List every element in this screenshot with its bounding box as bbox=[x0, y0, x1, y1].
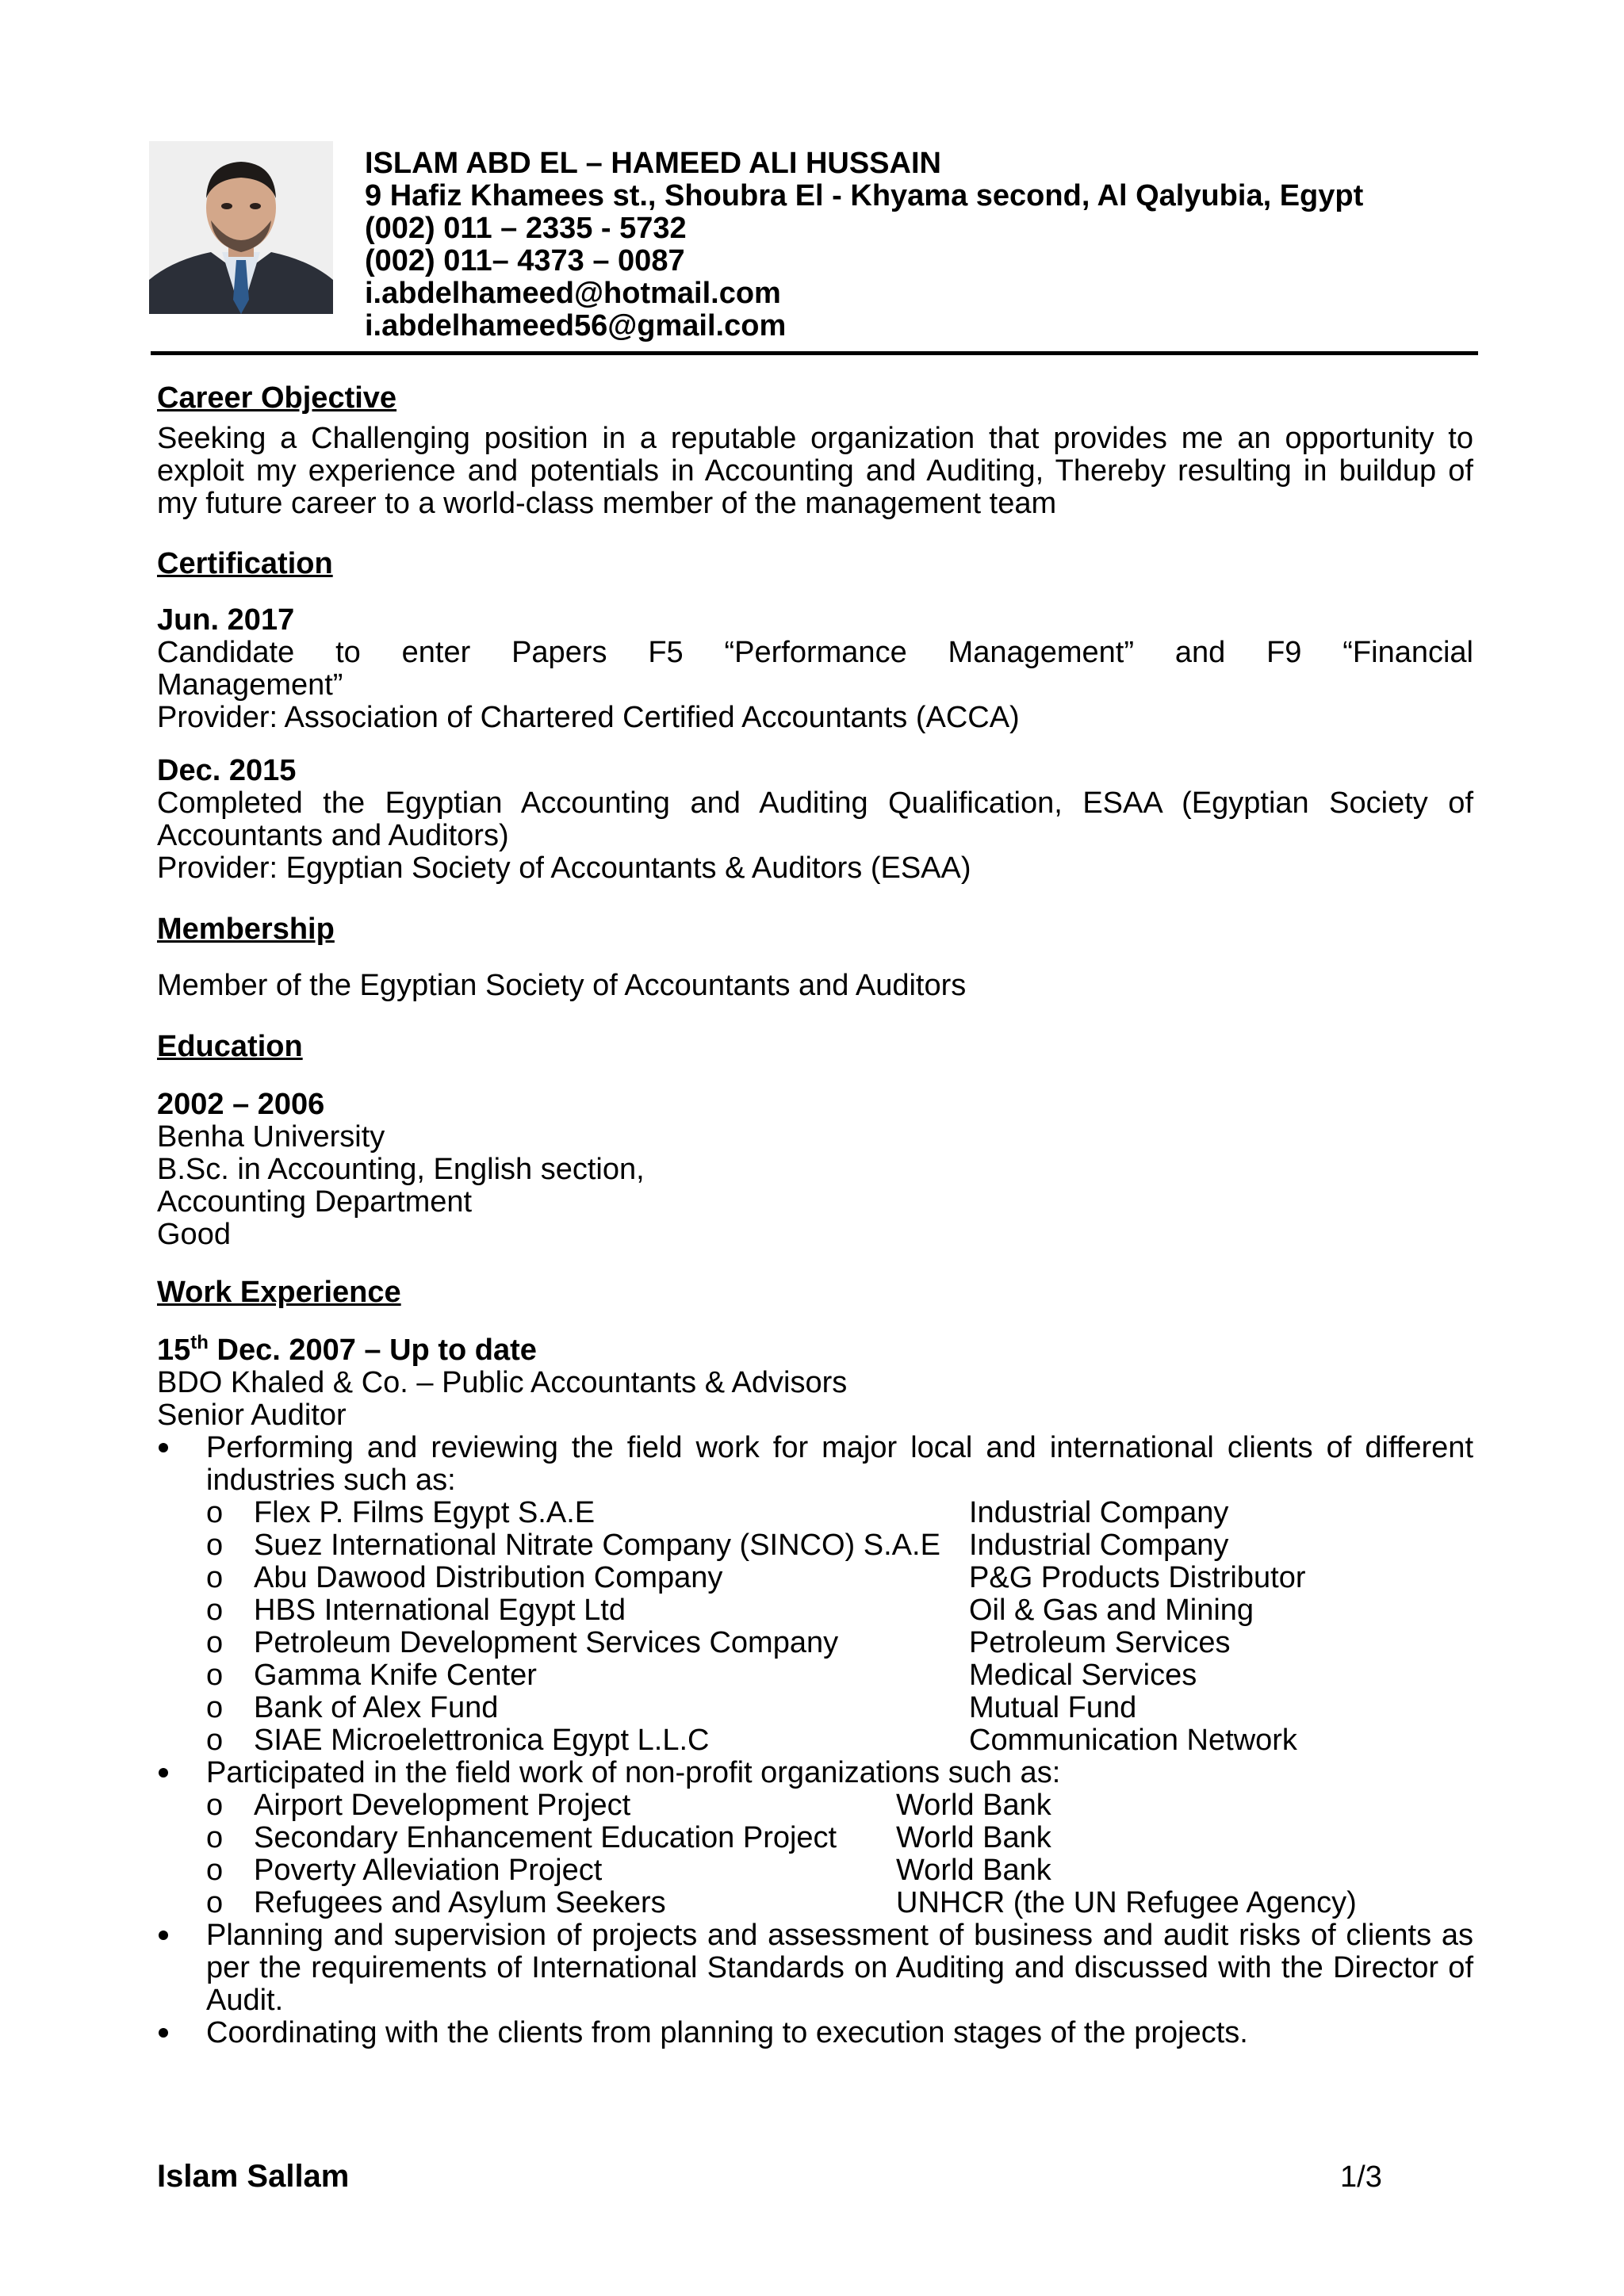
phone-2: (002) 011– 4373 – 0087 bbox=[365, 244, 685, 277]
sub-bullet-icon: o bbox=[206, 1594, 224, 1627]
work-bullets bbox=[157, 1757, 1473, 1789]
work-company: BDO Khaled & Co. – Public Accountants & Advisors bbox=[157, 1366, 848, 1399]
certification-description: Management” bbox=[157, 668, 343, 702]
client-name: SIAE Microelettronica Egypt L.L.C bbox=[254, 1724, 710, 1757]
client-industry: Medical Services bbox=[969, 1659, 1197, 1692]
education-degree: B.Sc. in Accounting, English section, bbox=[157, 1153, 645, 1186]
client-name: HBS International Egypt Ltd bbox=[254, 1594, 626, 1627]
sub-bullet-icon: o bbox=[206, 1789, 224, 1822]
sub-bullet-icon: o bbox=[206, 1724, 224, 1757]
list-item bbox=[157, 1432, 1473, 1497]
bullet-icon bbox=[159, 1931, 168, 1940]
project-organization: World Bank bbox=[896, 1821, 1051, 1854]
client-industry: Communication Network bbox=[969, 1724, 1297, 1757]
profile-photo bbox=[149, 141, 333, 314]
work-position: Senior Auditor bbox=[157, 1399, 347, 1432]
work-bullets bbox=[157, 1919, 1473, 2049]
sub-bullet-icon: o bbox=[206, 1691, 224, 1724]
education-school: Benha University bbox=[157, 1120, 385, 1154]
project-name: Airport Development Project bbox=[254, 1789, 631, 1822]
sub-bullet-icon: o bbox=[206, 1496, 224, 1529]
email-1: i.abdelhameed@hotmail.com bbox=[365, 277, 781, 310]
project-name: Refugees and Asylum Seekers bbox=[254, 1886, 666, 1919]
sub-bullet-icon: o bbox=[206, 1886, 224, 1919]
membership-text: Member of the Egyptian Society of Accountants and Auditors bbox=[157, 969, 967, 1002]
sub-bullet-icon: o bbox=[206, 1821, 224, 1854]
client-industry: P&G Products Distributor bbox=[969, 1561, 1306, 1594]
full-name: ISLAM ABD EL – HAMEED ALI HUSSAIN bbox=[365, 147, 941, 180]
list-item bbox=[157, 1919, 1473, 2017]
work-date-rest: Dec. 2007 – Up to date bbox=[208, 1334, 537, 1367]
nonprofit-list bbox=[157, 1789, 1473, 1919]
list-item bbox=[157, 1627, 1473, 1659]
work-date bbox=[157, 1334, 1473, 1367]
client-industry: Mutual Fund bbox=[969, 1691, 1137, 1724]
address: 9 Hafiz Khamees st., Shoubra El - Khyama second, Al Qalyubia, Egypt bbox=[365, 179, 1364, 212]
certification-provider: Provider: Egyptian Society of Accountants & Auditors (ESAA) bbox=[157, 851, 971, 885]
certification-description: Candidate to enter Papers F5 “Performance Management” and F9 “Financial bbox=[157, 636, 1473, 669]
education-department: Accounting Department bbox=[157, 1185, 473, 1219]
membership-heading: Membership bbox=[157, 913, 335, 946]
header-divider bbox=[151, 351, 1478, 355]
sub-bullet-icon: o bbox=[206, 1626, 224, 1659]
certification-description: Accountants and Auditors) bbox=[157, 819, 509, 852]
project-organization: World Bank bbox=[896, 1789, 1051, 1822]
work-experience-heading: Work Experience bbox=[157, 1276, 401, 1309]
portrait-image bbox=[149, 141, 333, 314]
client-industry: Petroleum Services bbox=[969, 1626, 1231, 1659]
resume-body bbox=[157, 382, 1473, 2049]
career-objective-heading: Career Objective bbox=[157, 381, 397, 415]
client-name: Petroleum Development Services Company bbox=[254, 1626, 839, 1659]
certification-date: Dec. 2015 bbox=[157, 754, 297, 787]
list-item bbox=[157, 1659, 1473, 1692]
client-list bbox=[157, 1497, 1473, 1757]
education-date: 2002 – 2006 bbox=[157, 1088, 325, 1121]
client-industry: Industrial Company bbox=[969, 1496, 1229, 1529]
list-item bbox=[157, 1724, 1473, 1757]
project-name: Poverty Alleviation Project bbox=[254, 1854, 603, 1887]
bullet-text: Coordinating with the clients from planning to execution stages of the projects. bbox=[206, 2016, 1248, 2049]
education-grade: Good bbox=[157, 1218, 231, 1251]
bullet-text: Participated in the field work of non-profit organizations such as: bbox=[206, 1756, 1061, 1789]
phone-1: (002) 011 – 2335 - 5732 bbox=[365, 212, 687, 245]
list-item bbox=[157, 1562, 1473, 1594]
client-name: Flex P. Films Egypt S.A.E bbox=[254, 1496, 596, 1529]
certification-heading: Certification bbox=[157, 547, 333, 580]
sub-bullet-icon: o bbox=[206, 1561, 224, 1594]
client-name: Suez International Nitrate Company (SINCO) S.A.E bbox=[254, 1529, 940, 1562]
sub-bullet-icon: o bbox=[206, 1854, 224, 1887]
work-date-suffix: th bbox=[190, 1332, 209, 1353]
list-item bbox=[157, 2017, 1473, 2049]
certification-provider: Provider: Association of Chartered Certified Accountants (ACCA) bbox=[157, 701, 1020, 734]
list-item bbox=[157, 1789, 1473, 1822]
certification-description: Completed the Egyptian Accounting and Auditing Qualification, ESAA (Egyptian Society of bbox=[157, 786, 1473, 820]
client-name: Abu Dawood Distribution Company bbox=[254, 1561, 723, 1594]
project-organization: UNHCR (the UN Refugee Agency) bbox=[896, 1886, 1357, 1919]
page-number: 1/3 bbox=[1340, 2160, 1382, 2194]
sub-bullet-icon: o bbox=[206, 1529, 224, 1562]
project-name: Secondary Enhancement Education Project bbox=[254, 1821, 837, 1854]
client-name: Bank of Alex Fund bbox=[254, 1691, 499, 1724]
bullet-icon bbox=[159, 1768, 168, 1777]
footer-name: Islam Sallam bbox=[157, 2159, 350, 2194]
list-item bbox=[157, 1529, 1473, 1562]
sub-bullet-icon: o bbox=[206, 1659, 224, 1692]
work-date-day: 15 bbox=[157, 1334, 191, 1367]
contact-header bbox=[365, 147, 1507, 342]
list-item bbox=[157, 1594, 1473, 1627]
education-heading: Education bbox=[157, 1030, 303, 1063]
bullet-icon bbox=[159, 1443, 168, 1452]
list-item bbox=[157, 1854, 1473, 1887]
list-item bbox=[157, 1497, 1473, 1529]
career-objective-text: Seeking a Challenging position in a reputable organization that provides me an opportunity to exploit my experience and potentials in Accounting and Auditing, Thereby resulting in buildup of my future career to a world-class member of the management team bbox=[157, 422, 1473, 520]
list-item bbox=[157, 1757, 1473, 1789]
client-name: Gamma Knife Center bbox=[254, 1659, 537, 1692]
work-bullets bbox=[157, 1432, 1473, 1497]
client-industry: Industrial Company bbox=[969, 1529, 1229, 1562]
email-2: i.abdelhameed56@gmail.com bbox=[365, 309, 787, 342]
list-item bbox=[157, 1887, 1473, 1919]
bullet-icon bbox=[159, 2028, 168, 2038]
list-item bbox=[157, 1692, 1473, 1724]
client-industry: Oil & Gas and Mining bbox=[969, 1594, 1254, 1627]
bullet-text: Planning and supervision of projects and assessment of business and audit risks of clients as per the requirements of International Standards on Auditing and discussed with the Director of Audit. bbox=[206, 1919, 1473, 2017]
certification-date: Jun. 2017 bbox=[157, 603, 295, 637]
list-item bbox=[157, 1822, 1473, 1854]
project-organization: World Bank bbox=[896, 1854, 1051, 1887]
bullet-text: Performing and reviewing the field work for major local and international clients of different industries such as: bbox=[206, 1431, 1473, 1497]
